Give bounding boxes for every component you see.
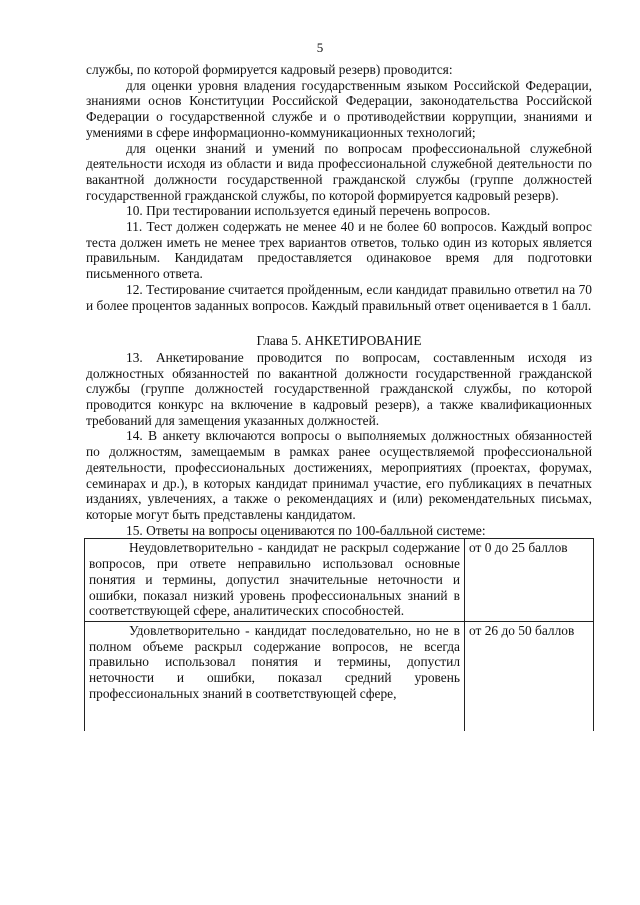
paragraph-13: 13. Анкетирование проводится по вопросам, составленным исходя из должностных обязанностей по вакантной должности государственной гражданской службы (группе должностей государственной гражданской службы, по которой проводится конкурс на включение в кадровый резерв), а также квалификационных требований для замещения указанных должностей. xyxy=(86,349,592,428)
paragraph-professional-test: для оценки знаний и умений по вопросам профессиональной служебной деятельности исходя из области и вида профессиональной служебной деятельности по вакантной должности государственной гражданской службы (группе должностей государственной гражданской службы, по которой формируется кадровый резерв). xyxy=(86,140,592,203)
paragraph-15: 15. Ответы на вопросы оцениваются по 100-балльной системе: xyxy=(126,522,486,538)
score-table xyxy=(84,538,594,731)
paragraph-12: 12. Тестирование считается пройденным, если кандидат правильно ответил на 70 и более процентов заданных вопросов. Каждый правильный ответ оценивается в 1 балл. xyxy=(86,281,592,313)
table-row xyxy=(85,621,594,731)
paragraph-continuation: службы, по которой формируется кадровый резерв) проводится: xyxy=(86,62,453,77)
page-number: 5 xyxy=(316,40,324,55)
paragraph-10: 10. При тестировании используется единый перечень вопросов. xyxy=(126,203,491,219)
paragraph-14: 14. В анкету включаются вопросы о выполняемых должностных обязанностей по должностям, замещаемым в рамках ранее осуществляемой профессиональной деятельности, профессиональных достижениях, мероприятиях (проектах, форумах, семинарах и др.), в которых кандидат принимал участие, его публикациях в печатных изданиях, увлечениях, а также о рекомендациях и (или) рекомендательных письмах, которые могут быть представлены кандидатом. xyxy=(86,428,592,522)
chapter-heading: Глава 5. АНКЕТИРОВАНИЕ xyxy=(256,333,422,349)
paragraph-11: 11. Тест должен содержать не менее 40 и не более 60 вопросов. Каждый вопрос теста должен иметь не менее трех вариантов ответов, только один из которых является правильным. Кандидатам предоставляется одинаковое время для подготовки письменного ответа. xyxy=(86,219,592,282)
score-range: от 26 до 50 баллов xyxy=(465,621,594,731)
score-description: Удовлетворительно - кандидат последовательно, но не в полном объеме раскрыл содержание вопросов, не всегда правильно использовал понятия и термины, допустил неточности и ошибки, показал средний уровень профессиональных знаний в соответствующей сфере, xyxy=(85,621,465,731)
table-row xyxy=(85,539,594,622)
score-range: от 0 до 25 баллов xyxy=(465,539,594,622)
document-body xyxy=(86,62,592,731)
paragraph-language-test: для оценки уровня владения государственным языком Российской Федерации, знаниями основ Конституции Российской Федерации, законодательства Российской Федерации о государственной службе и о противодействии коррупции, знаниями и умениями в сфере информационно-коммуникационных технологий; xyxy=(86,77,592,140)
score-description: Неудовлетворительно - кандидат не раскрыл содержание вопросов, при ответе неправильно использовал основные понятия и термины, допустил значительные неточности и ошибки, показал низкий уровень профессиональных знаний в соответствующей сфере, аналитических способностей. xyxy=(85,539,465,622)
